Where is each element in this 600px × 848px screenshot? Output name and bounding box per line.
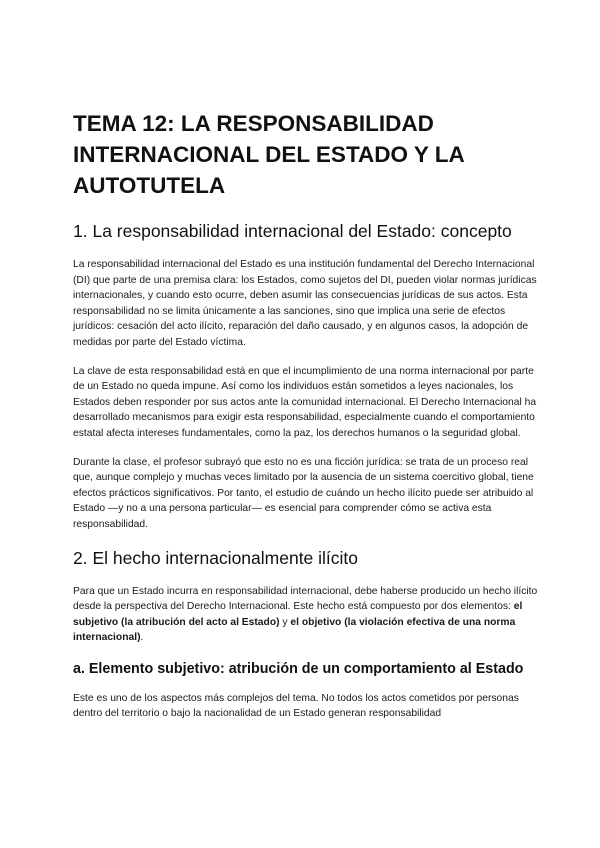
section-2-paragraph-1 [73, 584, 540, 646]
objective-element-bold: el objetivo (la violación efectiva de una norma internacional) [73, 616, 516, 644]
section-2-paragraph-1-text-c: . [140, 632, 144, 644]
section-1-heading: 1. La responsabilidad internacional del Estado: concepto [73, 221, 512, 241]
section-2-heading: 2. El hecho internacionalmente ilícito [73, 547, 359, 568]
section-1-paragraph-1: La responsabilidad internacional del Estado es una institución fundamental del Derecho Internacional (DI) que parte de una premisa clara: los Estados, como sujetos del DI, pueden violar normas jurídicas internacionales, y cuando esto ocurre, deben asumir las consecuencias jurídicas de sus actos. Esta responsabilidad no se limita únicamente a las sanciones, sino que implica una serie de efectos jurídicos: cesación del acto ilícito, reparación del daño causado, y en algunos casos, la adopción de medidas por parte del Estado víctima. [73, 259, 537, 348]
section-1-paragraph-2: La clave de esta responsabilidad está en que el incumplimiento de una norma internacional por parte de un Estado no queda impune. Así como los individuos están sometidos a leyes nacionales, los Estados deben responder por sus actos ante la comunidad internacional. El Derecho Internacional ha desarrollado mecanismos para exigir esta responsabilidad, especialmente cuando el comportamiento estatal afecta intereses fundamentales, como la paz, los derechos humanos o la seguridad global. [73, 365, 537, 439]
section-1-paragraph-3: Durante la clase, el profesor subrayó que esto no es una ficción jurídica: se trata de un proceso real que, aunque complejo y muchas veces limitado por la ausencia de un sistema coercitivo global, tiene efectos prácticos significativos. Por tanto, el estudio de cuándo un hecho ilícito puede ser atribuido al Estado —y no a una persona particular— es esencial para comprender cómo se activa esta responsabilidad. [73, 456, 534, 530]
document-title: TEMA 12: LA RESPONSABILIDAD INTERNACIONAL DEL ESTADO Y LA AUTOTUTELA [73, 111, 464, 198]
section-2-paragraph-1-text-a: Para que un Estado incurra en responsabilidad internacional, debe haberse producido un hecho ilícito desde la perspectiva del Derecho Internacional. Este hecho está compuesto por dos elementos: [73, 585, 538, 613]
section-2-paragraph-1-text-b: y [279, 616, 291, 628]
subsection-a-heading: a. Elemento subjetivo: atribución de un comportamiento al Estado [73, 660, 524, 677]
subsection-a-paragraph-1: Este es uno de los aspectos más complejos del tema. No todos los actos cometidos por personas dentro del territorio o bajo la nacionalidad de un Estado generan responsabilidad [73, 692, 519, 720]
subjective-element-bold: el subjetivo (la atribución del acto al Estado) [73, 601, 523, 628]
